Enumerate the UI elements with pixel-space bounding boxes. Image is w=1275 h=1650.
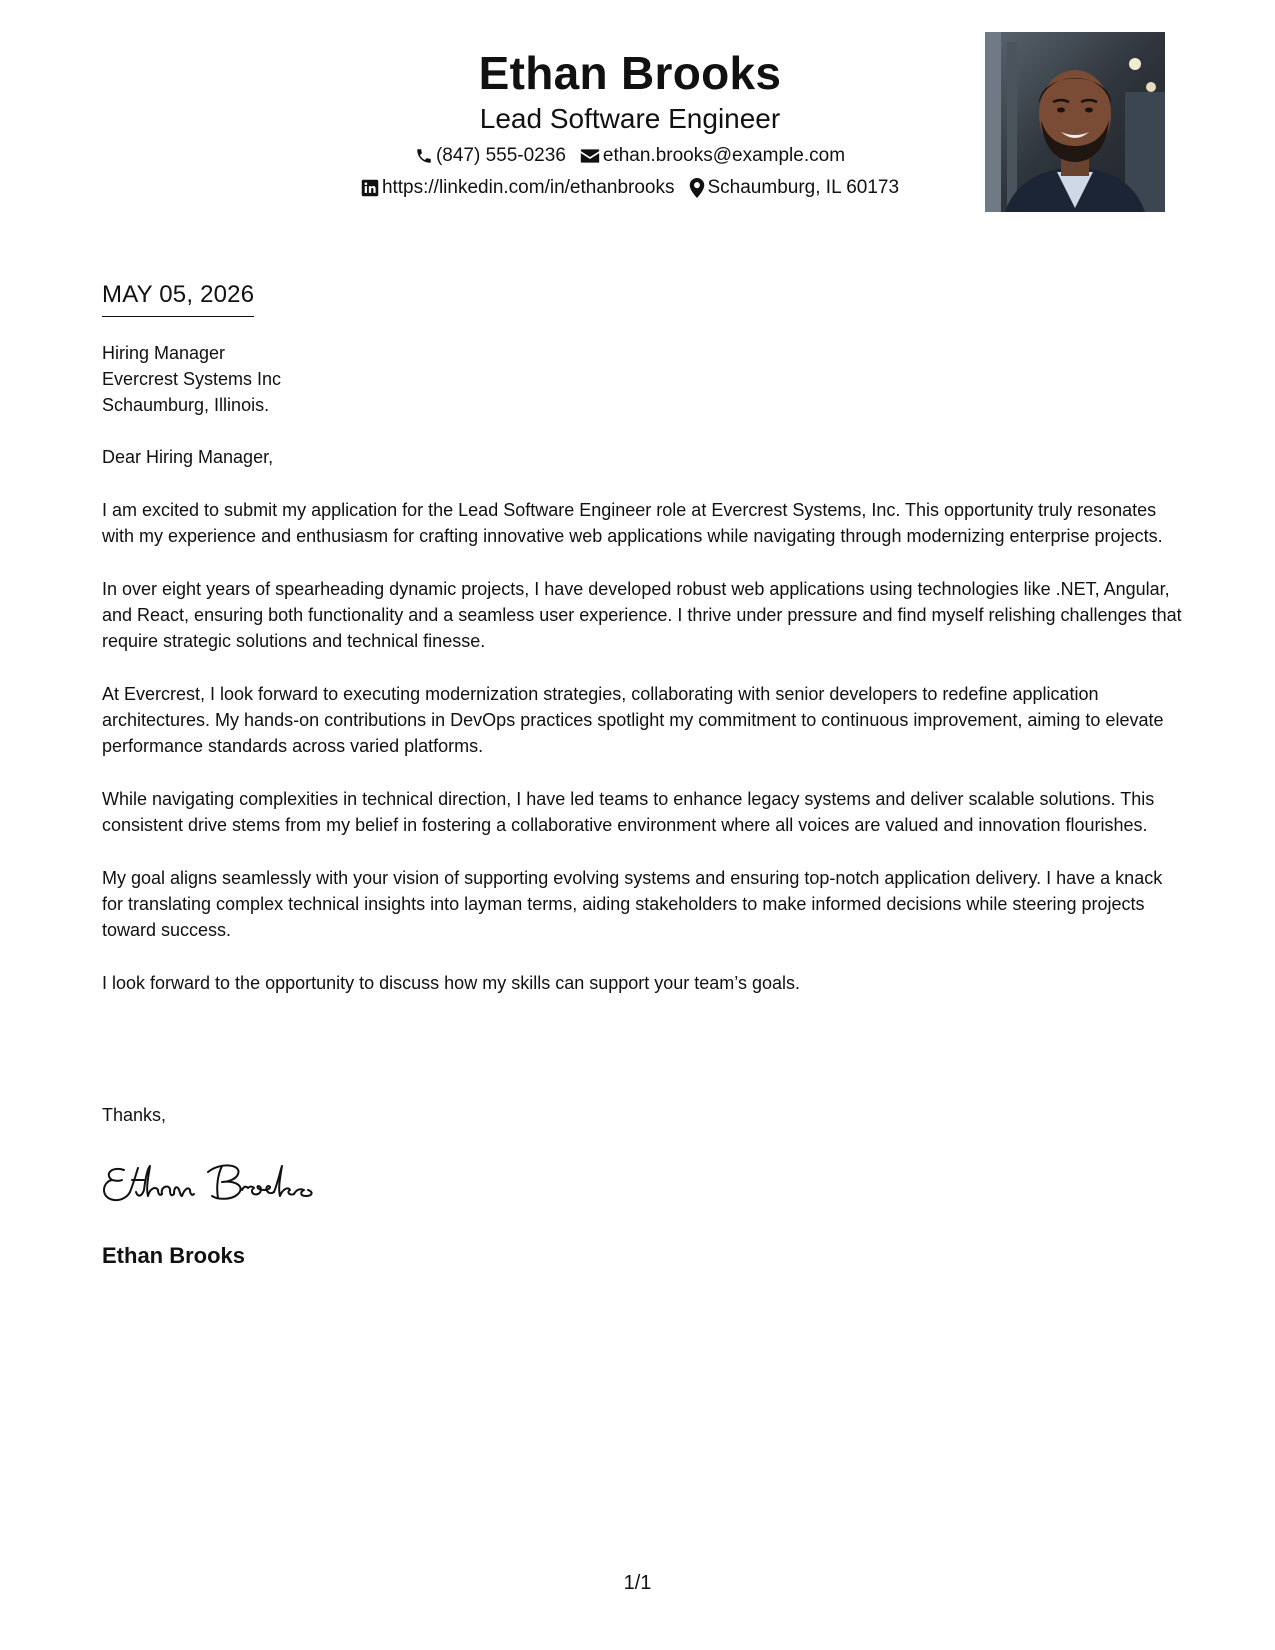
handwritten-signature	[100, 1160, 320, 1208]
letter-header	[0, 44, 1275, 224]
letter-body	[102, 444, 1182, 1023]
applicant-role: Lead Software Engineer	[479, 103, 781, 134]
recipient-title: Hiring Manager	[102, 343, 226, 363]
profile-photo	[985, 32, 1165, 212]
map-pin-icon	[689, 178, 705, 198]
location-contact	[689, 176, 900, 200]
body-paragraph: At Evercrest, I look forward to executing modernization strategies, collaborating with senior developers to redefine application architectures. My hands-on contributions in DevOps practices spotlight my commitment to continuous improvement, aiming to elevate performance standards across varied platforms.	[102, 684, 1164, 756]
body-paragraph: My goal aligns seamlessly with your vision of supporting evolving systems and ensuring top-notch application delivery. I have a knack for translating complex technical insights into layman terms, aiding stakeholders to make informed decisions while steering projects toward success.	[102, 868, 1163, 940]
linkedin-contact	[361, 176, 675, 200]
linkedin-icon	[361, 179, 379, 197]
contact-line-2	[330, 176, 930, 200]
phone-icon	[415, 147, 433, 165]
recipient-block	[102, 340, 281, 418]
body-paragraph: While navigating complexities in technical direction, I have led teams to enhance legacy systems and deliver scalable solutions. This consistent drive stems from my belief in fostering a collaborative environment where all voices are valued and innovation flourishes.	[102, 789, 1155, 835]
phone-number: (847) 555-0236	[435, 145, 566, 166]
email-address: ethan.brooks@example.com	[602, 145, 846, 166]
body-paragraph: In over eight years of spearheading dynamic projects, I have developed robust web applications using technologies like .NET, Angular, and React, ensuring both functionality and a seamless user experience. I thrive under pressure and find myself relishing challenges that require strategic solutions and technical finesse.	[102, 579, 1182, 651]
recipient-location: Schaumburg, Illinois.	[102, 395, 270, 415]
closing-text: Thanks,	[102, 1105, 167, 1125]
letter-date-block	[102, 280, 254, 317]
recipient-company: Evercrest Systems Inc	[102, 369, 282, 389]
phone-contact	[415, 144, 566, 168]
applicant-name: Ethan Brooks	[478, 47, 782, 99]
contact-line-1	[330, 144, 930, 168]
header-contact-block	[330, 44, 930, 200]
body-paragraph: I look forward to the opportunity to discuss how my skills can support your team’s goals.	[102, 973, 800, 993]
email-contact	[580, 144, 845, 168]
envelope-icon	[580, 147, 600, 165]
letter-date: MAY 05, 2026	[102, 280, 254, 317]
signed-name: Ethan Brooks	[102, 1243, 246, 1268]
location-text: Schaumburg, IL 60173	[707, 177, 900, 198]
body-paragraph: I am excited to submit my application for the Lead Software Engineer role at Evercrest Systems, Inc. This opportunity truly resonates with my experience and enthusiasm for crafting innovative web applications while navigating through modernizing enterprise projects.	[102, 500, 1163, 546]
page-number: 1/1	[623, 1572, 652, 1594]
salutation: Dear Hiring Manager,	[102, 447, 274, 467]
linkedin-url: https://linkedin.com/in/ethanbrooks	[381, 177, 675, 198]
